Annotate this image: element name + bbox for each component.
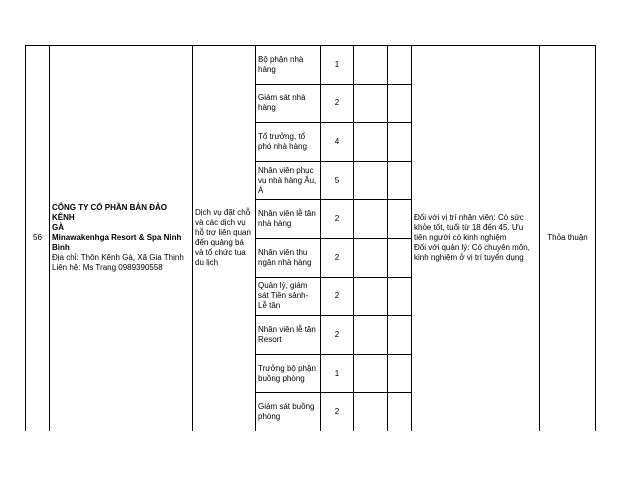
text-line: Giám sát nhà (258, 93, 306, 103)
position-quantity: 2 (321, 316, 354, 355)
position-title (256, 393, 321, 432)
empty-col-a (354, 200, 388, 239)
position-title (256, 316, 321, 355)
empty-col-a (354, 277, 388, 316)
text-line: Á (258, 185, 264, 195)
text-line: đến quảng bá (195, 238, 244, 248)
empty-col-b (388, 84, 412, 123)
industry-cell (193, 46, 256, 432)
empty-col-b (388, 393, 412, 432)
position-quantity: 1 (321, 354, 354, 393)
text-line: Giám sát buồng (258, 402, 315, 412)
text-line: Trưởng bộ phận (258, 363, 316, 373)
text-line: Đối với vị trí nhân viên: Có sức (414, 213, 524, 223)
text-line: khỏe tốt, tuổi từ 18 đến 45. Ưu (414, 223, 524, 233)
empty-col-a (354, 123, 388, 162)
text-line: nhà hàng (258, 219, 292, 229)
recruitment-table (25, 45, 596, 432)
salary-cell: Thỏa thuận (540, 46, 596, 432)
text-line: tiên người có kinh nghiệm (414, 233, 507, 243)
company-cell (50, 46, 193, 432)
text-line: kinh nghiệm ở vị trí tuyển dụng (414, 253, 524, 263)
position-quantity: 2 (321, 277, 354, 316)
table-row (26, 46, 596, 85)
position-quantity: 2 (321, 238, 354, 277)
text-line: buồng phòng (258, 373, 305, 383)
text-line: Nhân viên thu (258, 247, 308, 257)
text-line: hàng (258, 103, 276, 113)
text-line: Nhân viên lễ tân (258, 209, 316, 219)
empty-col-a (354, 393, 388, 432)
empty-col-a (354, 46, 388, 85)
row-number: 56 (26, 46, 50, 432)
text-line: ngân nhà hàng (258, 257, 312, 267)
text-line: Resort (258, 334, 282, 344)
position-title (256, 46, 321, 85)
empty-col-b (388, 238, 412, 277)
empty-col-b (388, 316, 412, 355)
text-line: và tổ chức tua (195, 248, 246, 258)
position-quantity: 2 (321, 84, 354, 123)
position-quantity: 2 (321, 393, 354, 432)
position-quantity: 4 (321, 123, 354, 162)
empty-col-b (388, 46, 412, 85)
page-bottom-margin (0, 431, 620, 479)
company-name-line: GÀ (52, 223, 64, 233)
text-line: Nhân viên phục (258, 165, 314, 175)
text-line: Nhân viên lễ tân (258, 324, 316, 334)
empty-col-b (388, 161, 412, 200)
text-line: Bộ phận nhà (258, 54, 304, 64)
position-title (256, 84, 321, 123)
text-line: du lịch (195, 258, 219, 268)
company-name-line: Bình (52, 243, 70, 253)
empty-col-b (388, 200, 412, 239)
empty-col-b (388, 354, 412, 393)
position-quantity: 5 (321, 161, 354, 200)
empty-col-a (354, 161, 388, 200)
position-quantity: 2 (321, 200, 354, 239)
empty-col-a (354, 316, 388, 355)
company-address: Địa chỉ: Thôn Kênh Gà, Xã Gia Thịnh (52, 253, 184, 263)
text-line: phòng (258, 412, 281, 422)
empty-col-a (354, 238, 388, 277)
position-quantity: 1 (321, 46, 354, 85)
empty-col-b (388, 123, 412, 162)
company-name-line: Minawakenhga Resort & Spa Ninh (52, 233, 182, 243)
text-line: Dịch vụ đặt chỗ (195, 208, 251, 218)
text-line: hàng (258, 64, 276, 74)
position-title (256, 354, 321, 393)
position-title (256, 161, 321, 200)
empty-col-a (354, 84, 388, 123)
company-name-line: CÔNG TY CỔ PHẦN BẢN ĐẢO KÊNH (52, 203, 167, 223)
position-title (256, 238, 321, 277)
empty-col-a (354, 354, 388, 393)
text-line: sát Tiền sảnh- (258, 291, 309, 301)
text-line: Lễ tân (258, 301, 281, 311)
company-contact: Liên hệ: Ms Trang 0989390558 (52, 263, 163, 273)
position-title (256, 123, 321, 162)
position-title (256, 277, 321, 316)
text-line: phó nhà hàng (258, 141, 307, 151)
position-title (256, 200, 321, 239)
text-line: Tổ trưởng, tổ (258, 131, 306, 141)
empty-col-b (388, 277, 412, 316)
text-line: Đối với quản lý: Có chuyên môn, (414, 243, 530, 253)
text-line: vụ nhà hàng Âu, (258, 175, 317, 185)
text-line: hỗ trợ liên quan (195, 228, 251, 238)
requirements-cell (412, 46, 540, 432)
text-line: Quản lý, giám (258, 281, 308, 291)
text-line: và các dịch vụ (195, 218, 246, 228)
